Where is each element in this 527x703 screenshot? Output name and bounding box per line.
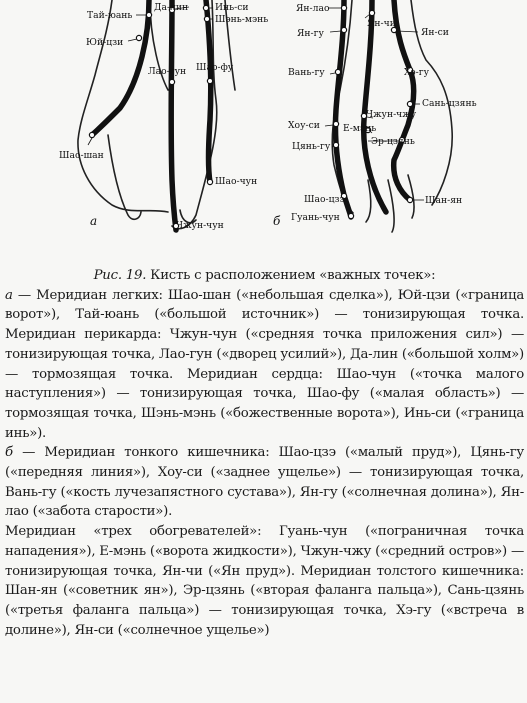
- label-guan-chun: Гуань-чун: [291, 212, 340, 223]
- label-he-gu: Хэ-гу: [404, 67, 430, 78]
- label-da-lin: Да-лин: [154, 2, 189, 13]
- panel-a-meridians: [92, 0, 211, 230]
- caption-paragraph-a: [5, 286, 524, 444]
- caption-figure-number: Рис. 19.: [93, 268, 147, 283]
- label-in-si: Инь-си: [215, 2, 249, 13]
- label-yan-lao: Ян-лао: [296, 3, 330, 14]
- label-san-tszyan: Сань-цзянь: [422, 98, 477, 109]
- caption-paragraph-b: [5, 443, 524, 522]
- label-er-tszyan: Эр-цзянь: [371, 136, 415, 147]
- label-yan-chi: Ян-чи: [367, 18, 396, 29]
- caption-paragraph-c: [5, 522, 524, 640]
- caption-letter-b: б: [5, 445, 13, 461]
- label-shao-tsze: Шао-цзэ: [304, 194, 345, 205]
- figure-caption: [5, 266, 524, 640]
- label-yui-tszi: Юй-цзи: [86, 37, 124, 48]
- label-shan-yan: Шан-ян: [425, 195, 463, 206]
- caption-title-text: Кисть с расположением «важных точек»:: [146, 268, 436, 283]
- panel-a-letter: а: [90, 214, 98, 228]
- hand-acupoints-figure: [0, 0, 527, 262]
- label-chzhun-chzhu: Чжун-чжу: [366, 109, 417, 120]
- label-e-men: Е-мэнь: [343, 123, 377, 134]
- caption-text-c: Меридиан «трех обогревателей»: Гуань-чун («пограничная точка нападения»), Е-мэнь («ворота жидкости»), Чжун-чжу («средний остров») — тонизирующая точка, Ян-чи («Ян пруд»). Меридиан толстого кишечника: Шан-ян («советник ян»), Эр-цзянь («вторая фаланга пальца»), Сань-цзянь («третья фаланга пальца») — тонизирующая точка, Хэ-гу («встреча в долине»), Ян-си («солнечное ущелье»): [5, 524, 524, 638]
- caption-letter-a: а: [5, 287, 13, 303]
- label-shen-men: Шэнь-мэнь: [215, 14, 269, 25]
- label-yan-gu: Ян-гу: [297, 28, 324, 39]
- caption-text-a: — Меридиан легких: Шао-шан («небольшая сделка»), Юй-цзи («граница ворот»), Тай-юань («большой источник») — тонизирующая точка. Меридиан перикарда: Чжун-чун («средняя точка приложения сил») — тонизирующая точка, Лао-гун («дворец усилий»), Да-лин («большой холм») — тормозящая точка. Меридиан сердца: Шао-чун («точка малого наступления») — тонизирующая точка, Шао-фу («малая область») — тормозящая точка, Шэнь-мэнь («божественные ворота»), Инь-си («граница инь»).: [5, 287, 524, 441]
- panel-a-labels: [59, 2, 268, 231]
- label-hou-si: Хоу-си: [288, 120, 320, 131]
- label-lao-gun: Лао-гун: [148, 66, 187, 77]
- label-shao-shan: Шао-шан: [59, 150, 104, 161]
- label-yan-si: Ян-си: [421, 27, 449, 38]
- caption-title: [5, 266, 524, 286]
- label-shao-fu: Шао-фу: [196, 62, 234, 73]
- caption-text-b: — Меридиан тонкого кишечника: Шао-цзэ («малый пруд»), Цянь-гу («передняя линия»), Хоу-си («заднее ущелье») — тонизирующая точка, Вань-гу («кость лучезапястного сустава»), Ян-гу («солнечная долина»), Ян-лао («забота старости»).: [5, 445, 524, 520]
- label-chzhun-chun: Чжун-чун: [176, 220, 224, 231]
- panel-b-letter: б: [273, 214, 281, 228]
- label-tai-yuan: Тай-юань: [87, 10, 133, 21]
- label-shao-chun: Шао-чун: [215, 176, 258, 187]
- label-tsyan-gu: Цянь-гу: [292, 141, 331, 152]
- label-van-gu: Вань-гу: [288, 67, 325, 78]
